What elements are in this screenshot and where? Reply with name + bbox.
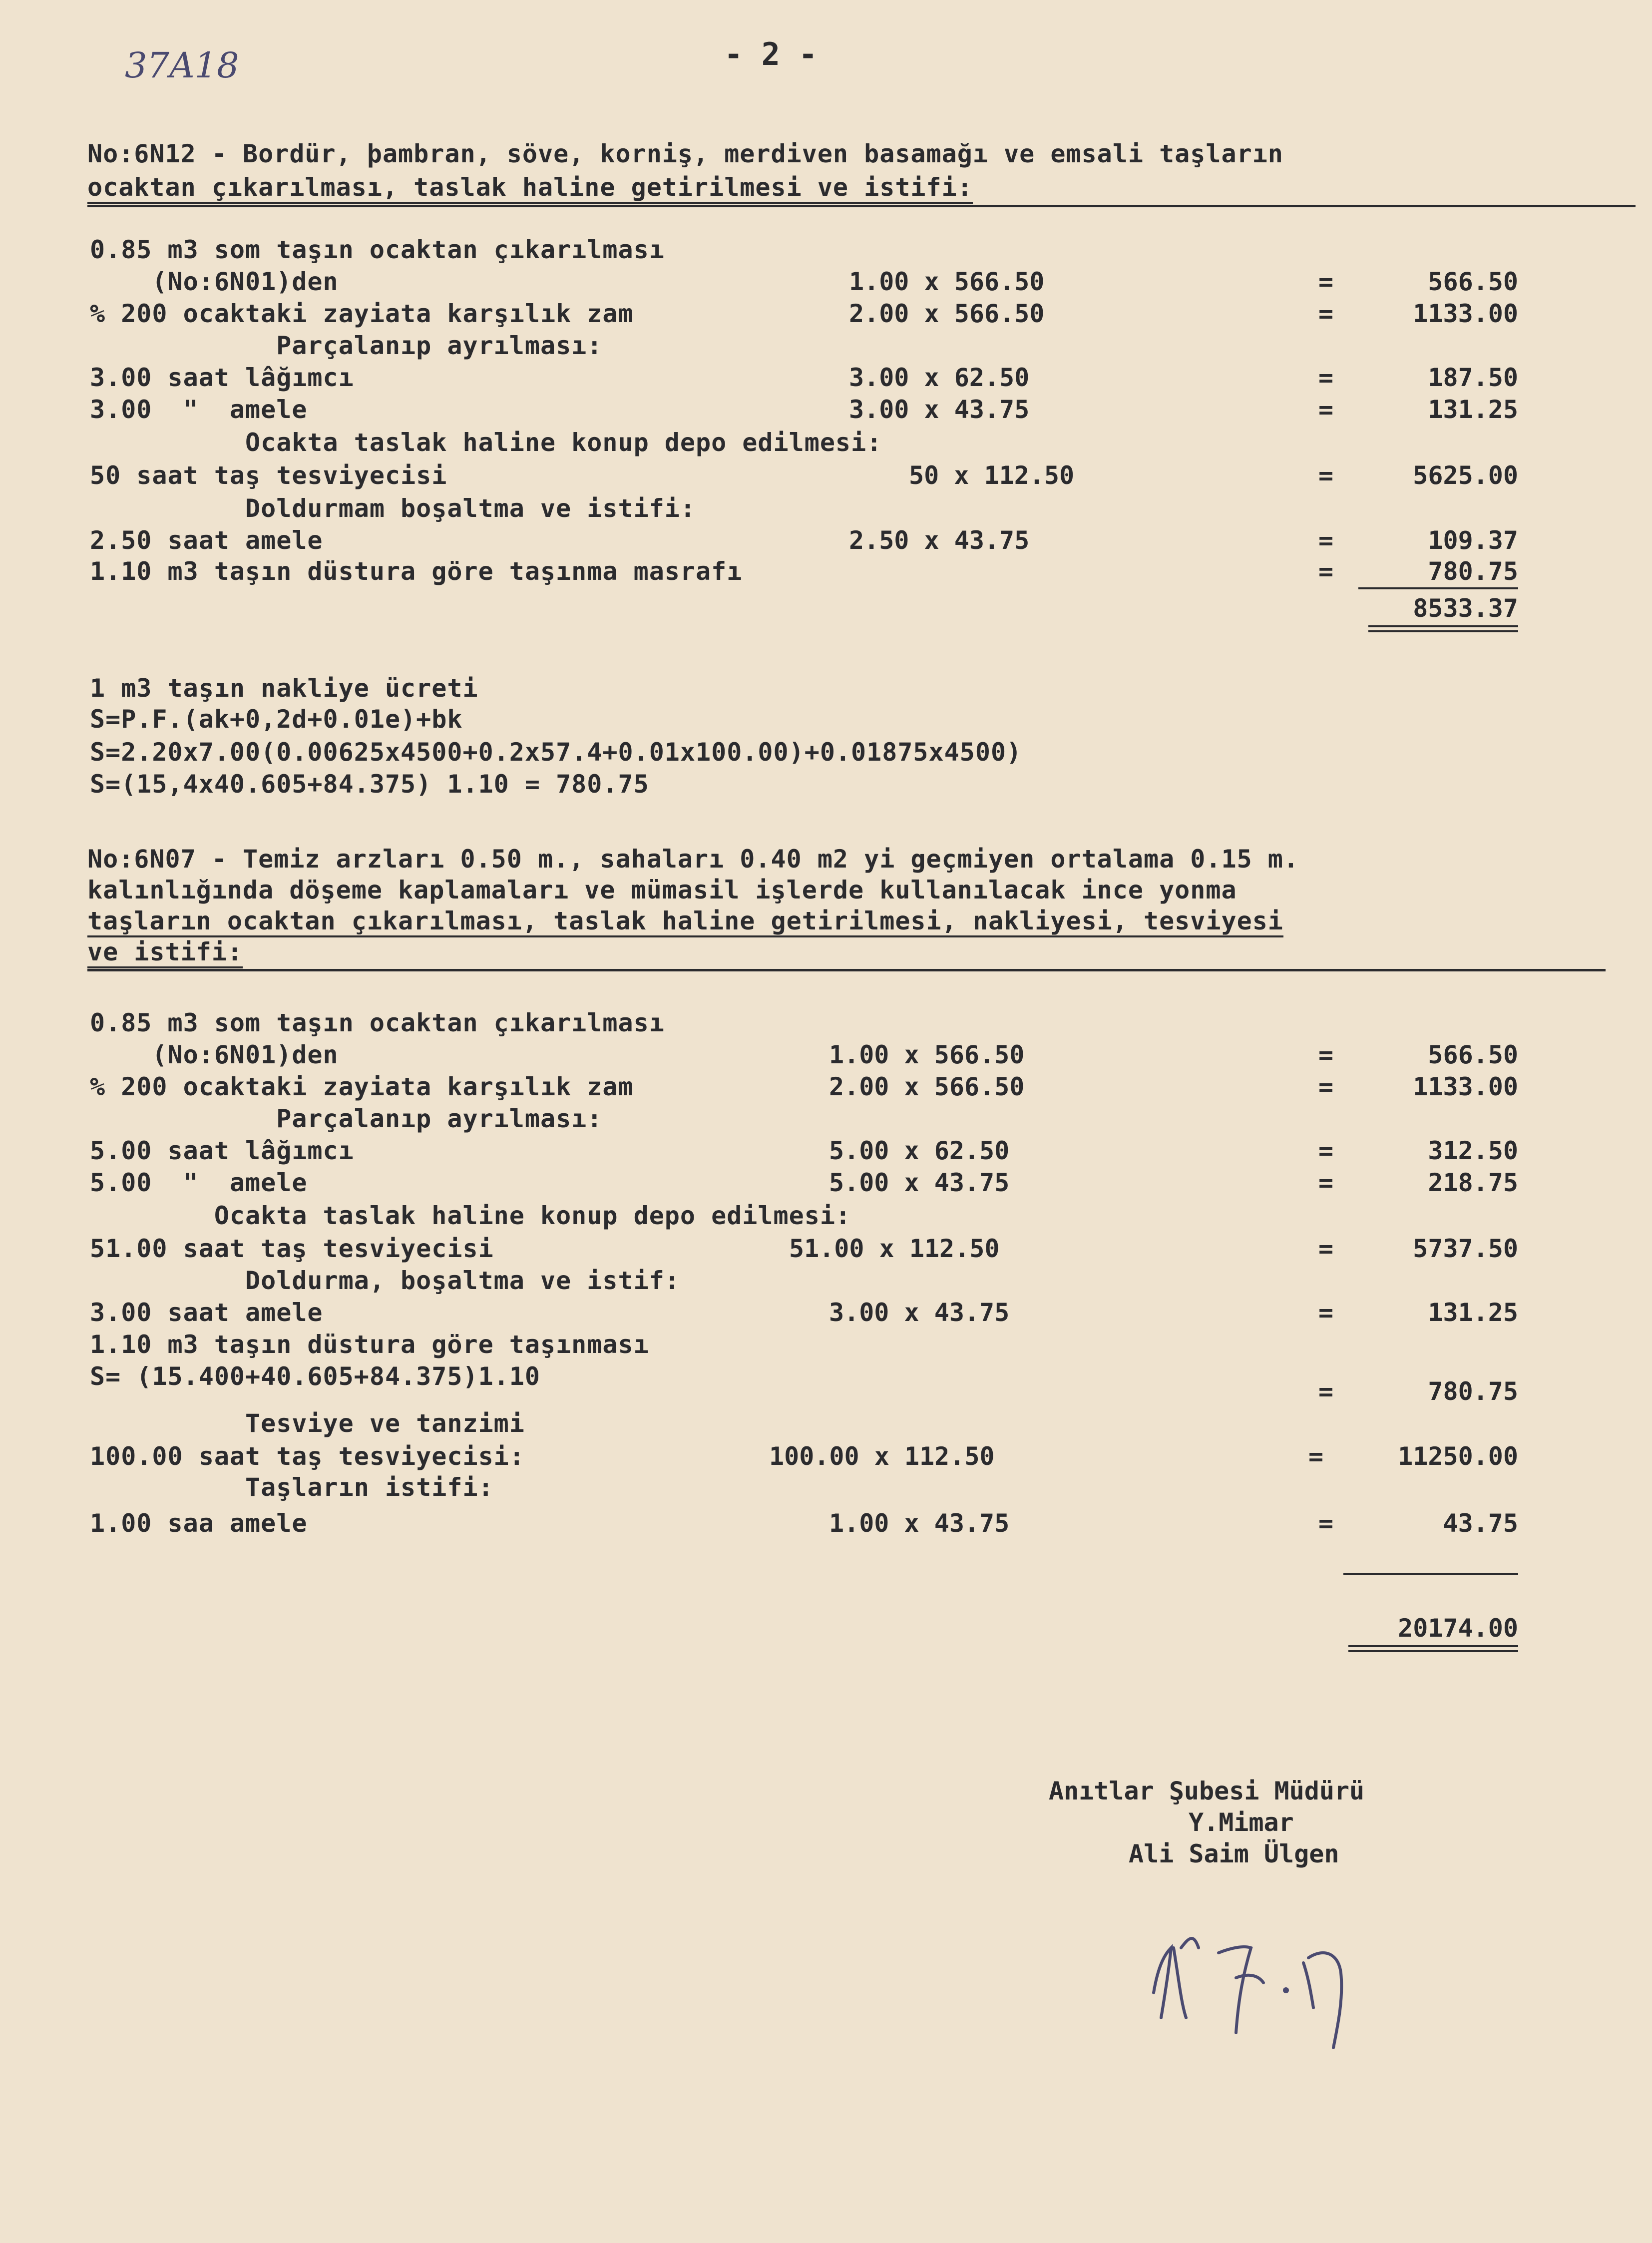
equals-sign: = — [1318, 1234, 1334, 1263]
equals-sign: = — [1318, 1168, 1334, 1197]
signatory-title: Y.Mimar — [1189, 1808, 1294, 1837]
section2-title-line2: kalınlığında döşeme kaplamaları ve mümasil işlerde kullanılacak ince yonma — [87, 876, 1237, 904]
subtotal-rule — [1343, 1573, 1518, 1575]
total-double-underline — [1368, 630, 1518, 632]
section2-title-line4: ve istifi: — [87, 937, 243, 967]
calc-value: 100.00 x 112.50 — [769, 1442, 995, 1471]
transport-title: 1 m3 taşın nakliye ücreti — [90, 674, 478, 703]
list-item: Doldurmam boşaltma ve istifi: — [90, 494, 696, 523]
result-value: 780.75 — [1428, 1377, 1518, 1406]
calc-value: 1.00 x 566.50 — [849, 267, 1045, 296]
list-item: 3.00 " amele — [90, 395, 308, 424]
result-value: 1133.00 — [1413, 299, 1518, 328]
calc-value: 3.00 x 43.75 — [829, 1298, 1010, 1327]
calc-value: 2.50 x 43.75 — [849, 526, 1030, 555]
list-item: 1.10 m3 taşın düstura göre taşınma masrafı — [90, 557, 743, 586]
result-value: 566.50 — [1428, 267, 1518, 296]
page-number: - 2 - — [724, 36, 818, 72]
subtotal-rule — [1358, 587, 1518, 589]
result-value: 1133.00 — [1413, 1072, 1518, 1101]
calc-value: 2.00 x 566.50 — [829, 1072, 1025, 1101]
section2-title-rule — [87, 969, 1606, 971]
equals-sign: = — [1318, 557, 1334, 586]
result-value: 5737.50 — [1413, 1234, 1518, 1263]
equals-sign: = — [1318, 526, 1334, 555]
section2-total: 20174.00 — [1398, 1614, 1518, 1643]
archive-number: 37A18 — [125, 45, 239, 86]
result-value: 43.75 — [1443, 1509, 1518, 1538]
calc-value: 3.00 x 62.50 — [849, 363, 1030, 392]
equals-sign: = — [1318, 461, 1334, 490]
list-item: Taşların istifi: — [90, 1473, 494, 1502]
calc-value: 50 x 112.50 — [909, 461, 1075, 490]
list-item: 5.00 saat lâğımcı — [90, 1136, 354, 1165]
equals-sign: = — [1318, 395, 1334, 424]
total-underline — [1348, 1645, 1518, 1647]
equals-sign: = — [1318, 1040, 1334, 1069]
equals-sign: = — [1318, 1377, 1334, 1406]
list-item: 0.85 m3 som taşın ocaktan çıkarılması — [90, 1008, 665, 1037]
result-value: 780.75 — [1428, 557, 1518, 586]
signatory-name: Ali Saim Ülgen — [1129, 1839, 1339, 1868]
list-item: Doldurma, boşaltma ve istif: — [90, 1266, 680, 1295]
equals-sign: = — [1318, 1136, 1334, 1165]
equals-sign: = — [1318, 267, 1334, 296]
list-item: 3.00 saat lâğımcı — [90, 363, 354, 392]
total-underline — [1368, 625, 1518, 627]
calc-value: 51.00 x 112.50 — [789, 1234, 1000, 1263]
section2-title-line1: No:6N07 - Temiz arzları 0.50 m., sahaları 0.40 m2 yi geçmiyen ortalama 0.15 m. — [87, 845, 1299, 874]
list-item: % 200 ocaktaki zayiata karşılık zam — [90, 1072, 634, 1101]
equals-sign: = — [1318, 1298, 1334, 1327]
calc-value: 3.00 x 43.75 — [849, 395, 1030, 424]
formula-line: S=2.20x7.00(0.00625x4500+0.2x57.4+0.01x100.00)+0.01875x4500) — [90, 738, 1022, 767]
result-value: 109.37 — [1428, 526, 1518, 555]
list-item: 1.10 m3 taşın düstura göre taşınması — [90, 1330, 649, 1359]
list-item: % 200 ocaktaki zayiata karşılık zam — [90, 299, 634, 328]
list-item: 2.50 saat amele — [90, 526, 323, 555]
list-item: Parçalanıp ayrılması: — [90, 331, 603, 360]
calc-value: 2.00 x 566.50 — [849, 299, 1045, 328]
result-value: 187.50 — [1428, 363, 1518, 392]
total-double-underline — [1348, 1650, 1518, 1652]
result-value: 312.50 — [1428, 1136, 1518, 1165]
section1-title-line1: No:6N12 - Bordür, þambran, söve, korniş, merdiven basamağı ve emsali taşların — [87, 139, 1283, 168]
result-value: 566.50 — [1428, 1040, 1518, 1069]
list-item: 51.00 saat taş tesviyecisi — [90, 1234, 494, 1263]
equals-sign: = — [1318, 1509, 1334, 1538]
equals-sign: = — [1318, 363, 1334, 392]
section1-total: 8533.37 — [1413, 594, 1518, 623]
equals-sign: = — [1318, 299, 1334, 328]
calc-value: 1.00 x 566.50 — [829, 1040, 1025, 1069]
equals-sign: = — [1308, 1442, 1324, 1471]
list-item: S= (15.400+40.605+84.375)1.10 — [90, 1362, 540, 1391]
list-item: Tesviye ve tanzimi — [90, 1409, 525, 1438]
result-value: 131.25 — [1428, 395, 1518, 424]
section1-title-line2: ocaktan çıkarılması, taslak haline getirilmesi ve istifi: — [87, 172, 973, 202]
result-value: 11250.00 — [1398, 1442, 1518, 1471]
list-item: 100.00 saat taş tesviyecisi: — [90, 1442, 525, 1471]
result-value: 131.25 — [1428, 1298, 1518, 1327]
handwritten-signature — [1144, 1918, 1383, 2058]
list-item: 50 saat taş tesviyecisi — [90, 461, 447, 490]
list-item: Ocakta taslak haline konup depo edilmesi: — [90, 1201, 851, 1230]
list-item: 1.00 saa amele — [90, 1509, 308, 1538]
formula-line: S=P.F.(ak+0,2d+0.01e)+bk — [90, 705, 463, 734]
calc-value: 1.00 x 43.75 — [829, 1509, 1010, 1538]
formula-line: S=(15,4x40.605+84.375) 1.10 = 780.75 — [90, 770, 649, 799]
list-item: (No:6N01)den — [90, 267, 339, 296]
equals-sign: = — [1318, 1072, 1334, 1101]
section2-title-line3: taşların ocaktan çıkarılması, taslak haline getirilmesi, nakliyesi, tesviyesi — [87, 906, 1283, 936]
section1-title-rule — [87, 205, 1636, 207]
list-item: Ocakta taslak haline konup depo edilmesi: — [90, 428, 882, 457]
calc-value: 5.00 x 62.50 — [829, 1136, 1010, 1165]
result-value: 218.75 — [1428, 1168, 1518, 1197]
list-item: (No:6N01)den — [90, 1040, 339, 1069]
calc-value: 5.00 x 43.75 — [829, 1168, 1010, 1197]
list-item: 0.85 m3 som taşın ocaktan çıkarılması — [90, 235, 665, 264]
list-item: Parçalanıp ayrılması: — [90, 1104, 603, 1133]
result-value: 5625.00 — [1413, 461, 1518, 490]
list-item: 3.00 saat amele — [90, 1298, 323, 1327]
list-item: 5.00 " amele — [90, 1168, 308, 1197]
signatory-office: Anıtlar Şubesi Müdürü — [1049, 1777, 1365, 1805]
